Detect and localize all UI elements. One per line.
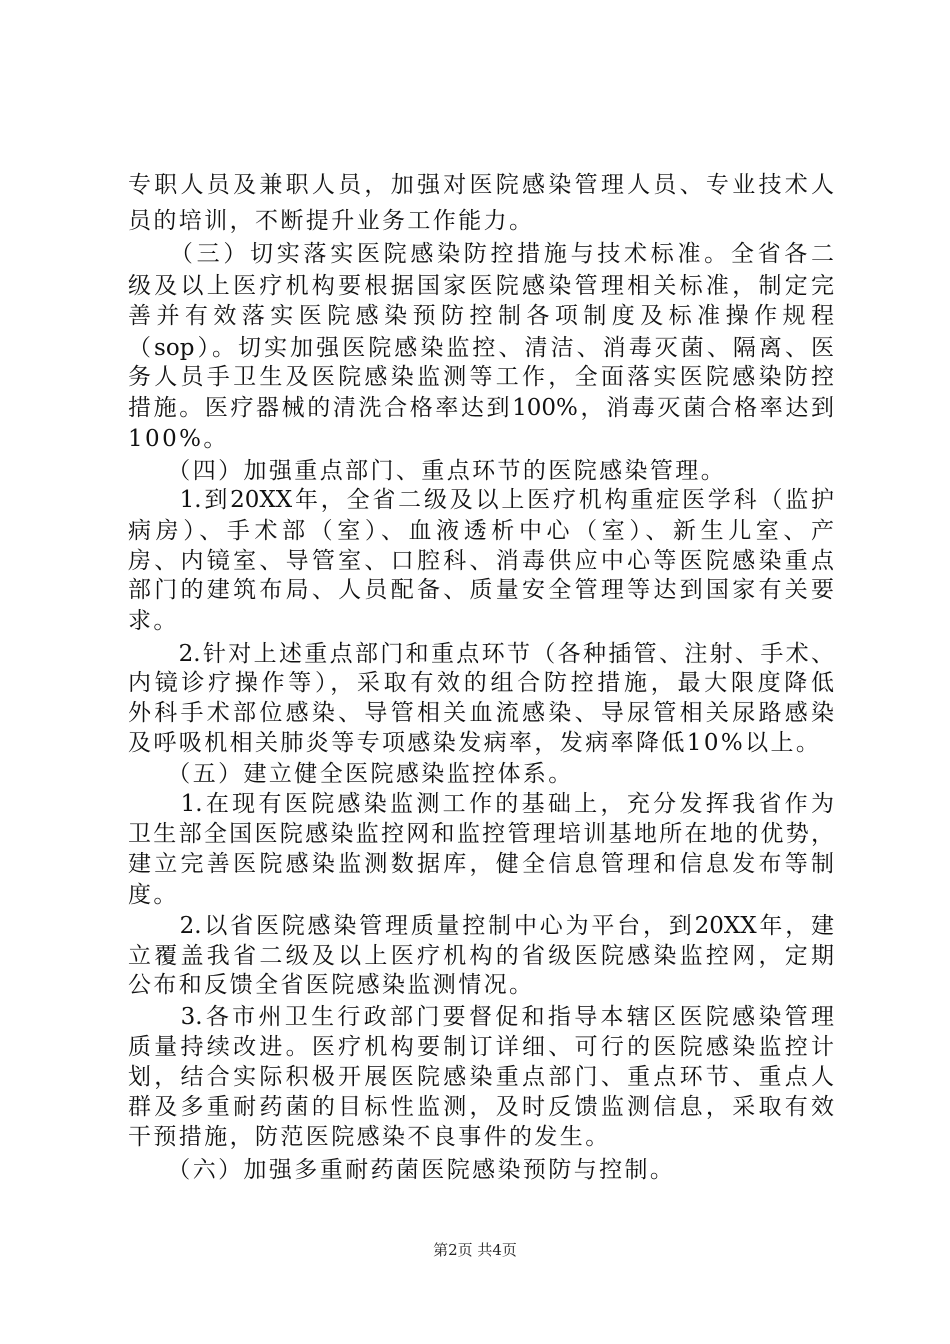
body-line: （sop）。切实加强医院感染监控、清洁、消毒灭菌、隔离、医 (128, 335, 834, 361)
body-line: 划，结合实际积极开展医院感染重点部门、重点环节、重点人 (128, 1064, 834, 1090)
body-line: 建立完善医院感染监测数据库，健全信息管理和信息发布等制 (128, 851, 834, 877)
body-line: 度。 (128, 882, 179, 908)
body-line: 部门的建筑布局、人员配备、质量安全管理等达到国家有关要 (128, 577, 834, 603)
section-heading: （五）建立健全医院感染监控体系。 (128, 761, 574, 787)
body-line: 务人员手卫生及医院感染监测等工作，全面落实医院感染防控 (128, 364, 834, 390)
body-line: 善并有效落实医院感染预防控制各项制度及标准操作规程 (128, 303, 834, 329)
section-heading: （四）加强重点部门、重点环节的医院感染管理。 (128, 458, 727, 484)
body-line: 2.以省医院感染管理质量控制中心为平台，到20XX年，建 (128, 913, 834, 939)
body-line: 2.针对上述重点部门和重点环节（各种插管、注射、手术、 (128, 641, 834, 667)
body-line: 内镜诊疗操作等），采取有效的组合防控措施，最大限度降低 (128, 670, 834, 696)
body-line: 卫生部全国医院感染监控网和监控管理培训基地所在地的优势， (128, 821, 834, 847)
section-heading: （六）加强多重耐药菌医院感染预防与控制。 (128, 1157, 676, 1183)
body-line: 专职人员及兼职人员，加强对医院感染管理人员、专业技术人 (128, 172, 834, 198)
body-line: 干预措施，防范医院感染不良事件的发生。 (128, 1124, 611, 1150)
body-line: 3.各市州卫生行政部门要督促和指导本辖区医院感染管理 (128, 1004, 834, 1030)
body-line: 病房）、手术部（室）、血液透析中心（室）、新生儿室、产 (128, 518, 834, 544)
body-line: 措施。医疗器械的清洗合格率达到100%，消毒灭菌合格率达到 (128, 395, 834, 421)
body-line: 求。 (128, 608, 179, 634)
body-line: 公布和反馈全省医院感染监测情况。 (128, 972, 535, 998)
body-line: 100%。 (128, 426, 229, 452)
body-line: 外科手术部位感染、导管相关血流感染、导尿管相关尿路感染 (128, 700, 834, 726)
body-line: 及呼吸机相关肺炎等专项感染发病率，发病率降低10%以上。 (128, 730, 822, 756)
body-line: 1.在现有医院感染监测工作的基础上，充分发挥我省作为 (128, 791, 834, 817)
page-number-footer: 第2页 共4页 (433, 1241, 517, 1259)
body-line: 1.到20XX年，全省二级及以上医疗机构重症医学科（监护 (128, 487, 834, 513)
body-line: 房、内镜室、导管室、口腔科、消毒供应中心等医院感染重点 (128, 548, 834, 574)
body-line: 级及以上医疗机构要根据国家医院感染管理相关标准，制定完 (128, 273, 834, 299)
body-line: 员的培训，不断提升业务工作能力。 (128, 208, 535, 234)
body-line: 质量持续改进。医疗机构要制订详细、可行的医院感染监控计 (128, 1034, 834, 1060)
body-line: （三）切实落实医院感染防控措施与技术标准。全省各二 (128, 241, 834, 267)
body-line: 立覆盖我省二级及以上医疗机构的省级医院感染监控网，定期 (128, 943, 834, 969)
body-line: 群及多重耐药菌的目标性监测，及时反馈监测信息，采取有效 (128, 1094, 834, 1120)
